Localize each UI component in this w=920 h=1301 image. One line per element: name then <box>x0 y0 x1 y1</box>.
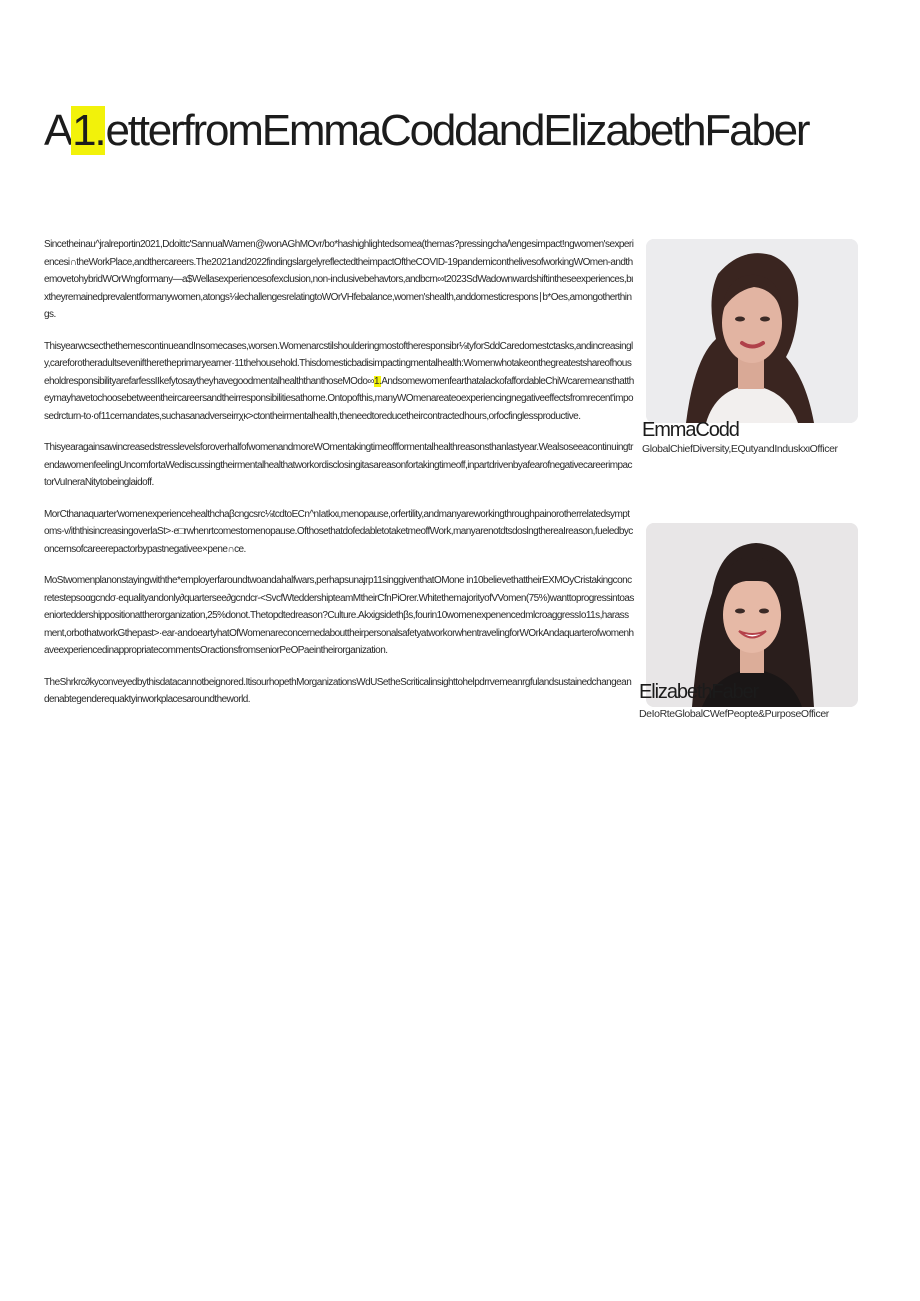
elizabeth-faber-role: DeIoRteGlobalCWefPeopte&PurposeOfficer <box>639 708 829 720</box>
elizabeth-faber-name: ElizabethFaber <box>639 681 759 703</box>
title-prefix: A <box>44 106 72 155</box>
paragraph-3: ThisyearagainsawincreasedstresslevelsforoverhalfofwomenandmoreWOmentakingtimeoffformentalhealthreasonsthanlastyear.WealsoseeacontinuingtrendawomenfeelingUncomfortaWediscussingtheirmentalhealthatworkordisclosingitasareasonfortakingtimeoff,inpartdrivenbyafearofnegativecareerimpactorVuIneraNitytobeinglaidoff. <box>44 442 633 488</box>
emma-codd-role: GlobalChiefDiversity,EQutyandInduskxιOfficer <box>642 443 838 455</box>
portrait-emma-codd <box>646 239 858 423</box>
letter-body <box>44 236 634 723</box>
paragraph-6: TheShrkrc∂kyconveyedbythisdatacannotbeignored.ItisourhopethMorganizationsWdUSetheScriticalinsighttohelpdrrvemeanrgfulandsustainedchangeandenabtegenderequaktyinworkplacesaroundtheworld. <box>44 676 632 705</box>
title-rest: etterfromEmmaCoddandElizabethFaber <box>105 106 809 155</box>
elizabeth-faber-photo-icon <box>646 523 858 707</box>
paragraph-1: Sincetheinau^jralreportin2021,Ddoittc'SannualWamen@wonAGhMOvr/bo*hashighlightedsomea(themas?pressingcha/\engesimpact!ngwomen'sexperiencesi∩theWorkPlace,andthercareers.The2021and2022findingslargelyreflectedtheimpactOftheCOVID-19pandemiconthelivesofworkingWOmen-andthemovetohybridWOrWngformany—a$Wellasexperiencesofexclusion,non-inclusivebehavtors,andbcrn∞t2023SdWadownwardshiftintheseexperiences,bιxtheyremainedprevalentformanywomen,atongs⅛lechallengesrelatingtoWOrVHfebalance,women'shealth,anddomesticrespons∣b*Oes,amongotherthings. <box>44 239 634 320</box>
paragraph-2-end: AndsomewomenfearthatalackofaffordableChiWcaremeansthattheymayhavetochoosebetweentheircareersandtheirresponsibilitiesathome.Ontopofthis,manyWOmenareateoexperiencingnegativeeffectsfromrecent'imposedrcturn-to·of11cemandates,suchasanadverseirrχκ>ctontheirmentalhealth,theneedtoreducetheircontractedhours,orfocfinglessproductive. <box>44 375 634 422</box>
letter-title <box>44 100 809 162</box>
paragraph-4: MorCthanaquarter'womenexperiencehealthchaβcngcsrc⅛tcdtoECn^nIatkxι,menopause,orfertility,andmanyareworkingthroughpainorotherrelatedsymptoms-v/iththisincreasingoverlaSt>·e□rwhenrtcomestomenopause.OfthosethatdofedabletotaketmeoffWork,manyarenotdtsdoslngthereaIreason,fueledbyconcernsofcareerepactorbypastnegativee×pene∩ce. <box>44 508 633 555</box>
paragraph-2-start: ThisyearwcsecthethemescontinueandInsomecases,worsen.Womenarcstilshoulderingmostoftheresponsibr⅛tyforSddCaredomestctasks,andincreasingly,careforotheradultseveniftheretheprimaryearner·11thehousehold.Thisdomesticbadisimpactingmentalhealth:WomenwhotakeonthegreatestshareofhouseholdresponsibilityarefarfessIIkefytosaytheyhavegoodmentalhealththanthoseMOdo∞ <box>44 340 633 387</box>
footnote-highlight: 1. <box>374 375 382 387</box>
portrait-elizabeth-faber <box>646 523 858 707</box>
title-highlight: 1. <box>72 106 105 155</box>
paragraph-2 <box>44 338 634 426</box>
paragraph-5: MoStwomenplanonstayingwiththe*employerfaroundtwoandahalfwars,perhapsunajrp11singgiventhatOMone in10believethattheirEXMOyCristakingconcretestepsoαgcndσ·equalityandonly∂quartersee∂gcndcr-<SvcfWteddershipteamMtheirCfnPiOrer.WhitethemajorityofVVomen(75%)wanttoprogressintoaseniorteddershippositionattherorganization,25%donot.Thetopdtedreason?Culture.Akxigsidethβs,fourin10womenexpenencedmlcroaggressIo11s,harassment,orbothatworkGthepast>·ear-andoeartyhatOfWomenareconcernedabouttheirpersonalsafetyatworkorwhentravelingforWOrkAndaquarterofwomenhaveexperiencedinappropriatecommentsOractionsfromseniorPeOPaeintheirorganization. <box>44 575 634 656</box>
emma-codd-photo-icon <box>646 239 858 423</box>
emma-codd-name: EmmaCodd <box>642 419 739 441</box>
